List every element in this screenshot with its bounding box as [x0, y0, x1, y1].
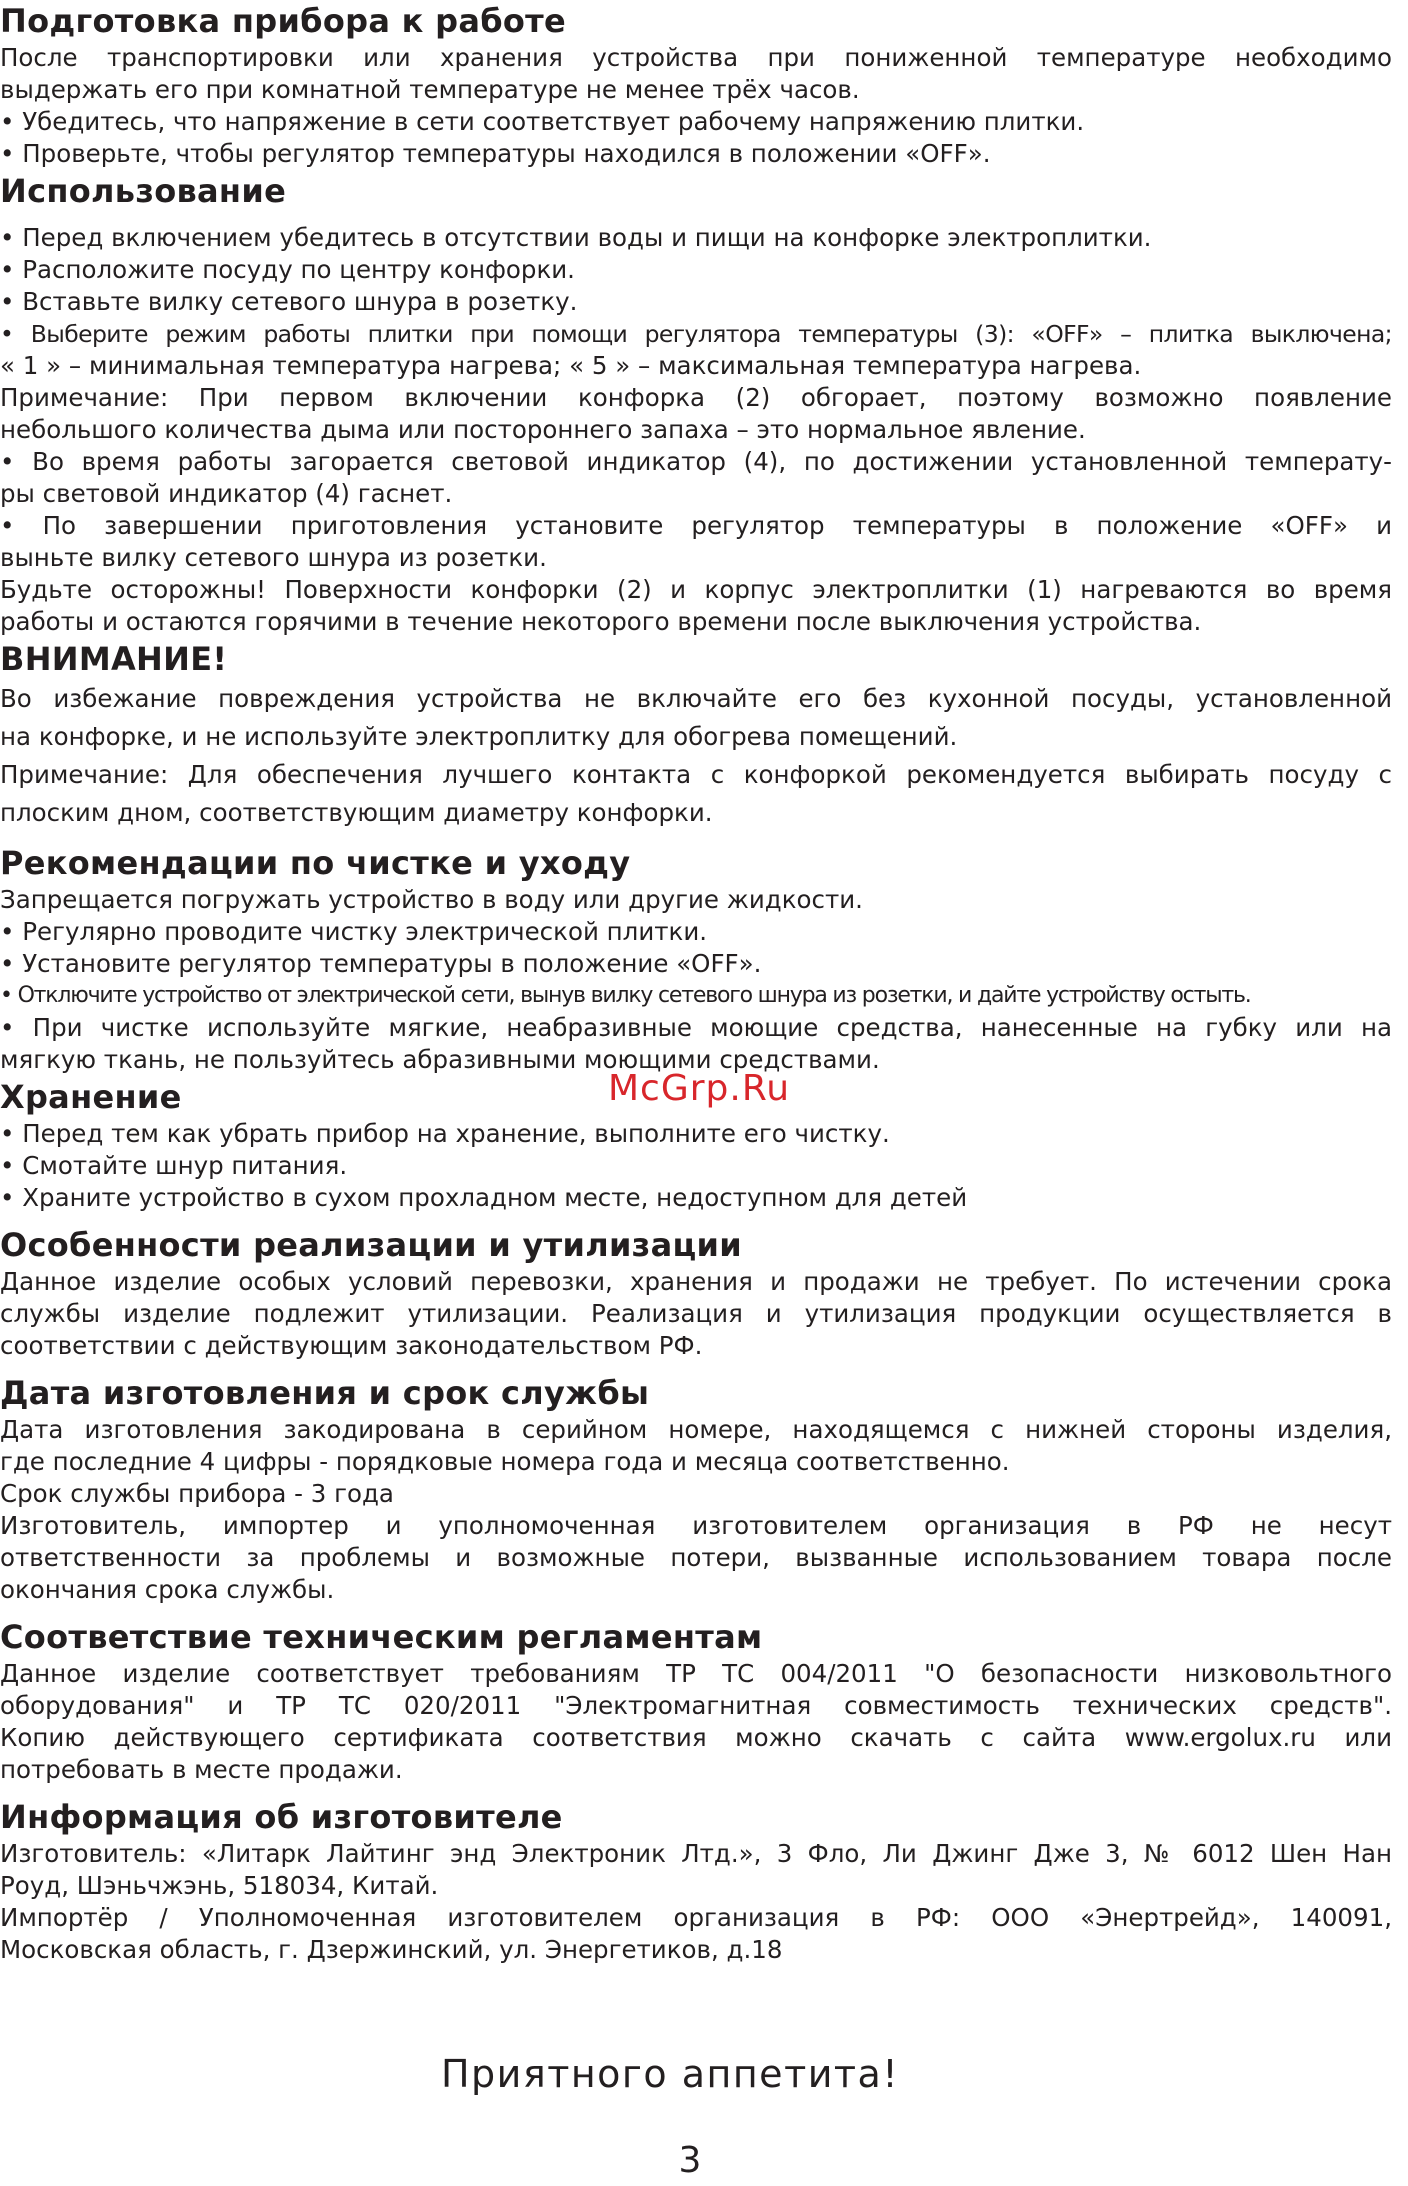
note-line: плоским дном, соответствующим диаметру конфорки. — [0, 798, 713, 827]
text-line: где последние 4 цифры - порядковые номера года и месяца соответственно. — [0, 1447, 1010, 1476]
text-line: Данное изделие соответствует требованиям ТР ТС 004/2011 "О безопасности низковольтного — [0, 1659, 1392, 1688]
bullet-item: • Вставьте вилку сетевого шнура в розетку. — [0, 287, 578, 316]
section-heading: ВНИМАНИЕ! — [0, 640, 228, 678]
section-heading: Рекомендации по чистке и уходу — [0, 844, 631, 882]
text-line: После транспортировки или хранения устройства при пониженной температуре необходимо — [0, 43, 1392, 72]
section-heading: Подготовка прибора к работе — [0, 2, 566, 40]
text-line: Срок службы прибора - 3 года — [0, 1479, 394, 1508]
text-line: потребовать в месте продажи. — [0, 1755, 403, 1784]
text-line: « 1 » – минимальная температура нагрева; « 5 » – максимальная температура нагрева. — [0, 351, 1142, 380]
warning-line: Будьте осторожны! Поверхности конфорки (2) и корпус электроплитки (1) нагреваются во время — [0, 575, 1392, 604]
bullet-item: • При чистке используйте мягкие, неабразивные моющие средства, нанесенные на губку или на — [0, 1013, 1392, 1042]
text-line: Импортёр / Уполномоченная изготовителем организация в РФ: ООО «Энертрейд», 140091, — [0, 1903, 1392, 1932]
bullet-item: • Регулярно проводите чистку электрической плитки. — [0, 917, 708, 946]
section-heading: Дата изготовления и срок службы — [0, 1374, 650, 1412]
section-manufacturer-info — [0, 1796, 1392, 1966]
bullet-item: • Выберите режим работы плитки при помощи регулятора температуры (3): «OFF» – плитка выключена; — [0, 320, 1392, 348]
bullet-item: • Перед тем как убрать прибор на хранение, выполните его чистку. — [0, 1119, 890, 1148]
note-line: Примечание: При первом включении конфорка (2) обгорает, поэтому возможно появление — [0, 383, 1392, 412]
text-line: ответственности за проблемы и возможные потери, вызванные использованием товара после — [0, 1543, 1392, 1572]
section-preparation — [0, 0, 1392, 170]
bullet-item: • Храните устройство в сухом прохладном месте, недоступном для детей — [0, 1183, 968, 1212]
section-disposal — [0, 1224, 1392, 1362]
section-heading: Особенности реализации и утилизации — [0, 1226, 742, 1264]
bullet-item: • Установите регулятор температуры в положение «OFF». — [0, 949, 762, 978]
text-line: оборудования" и ТР ТС 020/2011 "Электромагнитная совместимость технических средств". — [0, 1691, 1392, 1720]
text-line: соответствии с действующим законодательством РФ. — [0, 1331, 703, 1360]
text-line: Изготовитель, импортер и уполномоченная изготовителем организация в РФ не несут — [0, 1511, 1392, 1540]
note-line: небольшого количества дыма или постороннего запаха – это нормальное явление. — [0, 415, 1086, 444]
section-heading: Использование — [0, 172, 287, 210]
text-line: Данное изделие особых условий перевозки, хранения и продажи не требует. По истечении срока — [0, 1267, 1392, 1296]
text-line: мягкую ткань, не пользуйтесь абразивными моющими средствами. — [0, 1045, 880, 1074]
bullet-item: • Перед включением убедитесь в отсутствии воды и пищи на конфорке электроплитки. — [0, 223, 1152, 252]
text-line: Дата изготовления закодирована в серийном номере, находящемся с нижней стороны изделия, — [0, 1415, 1392, 1444]
section-heading: Хранение — [0, 1078, 182, 1116]
bullet-item: • Проверьте, чтобы регулятор температуры находился в положении «OFF». — [0, 139, 991, 168]
text-line: выньте вилку сетевого шнура из розетки. — [0, 543, 547, 572]
text-line: Во избежание повреждения устройства не включайте его без кухонной посуды, установленной — [0, 684, 1392, 713]
section-cleaning — [0, 842, 1392, 1076]
note-line: Примечание: Для обеспечения лучшего контакта с конфоркой рекомендуется выбирать посуду с — [0, 760, 1392, 789]
text-line: Московская область, г. Дзержинский, ул. Энергетиков, д.18 — [0, 1935, 783, 1964]
closing-phrase: Приятного аппетита! — [440, 2052, 900, 2096]
text-line: Изготовитель: «Литарк Лайтинг энд Электроник Лтд.», 3 Фло, Ли Джинг Дже 3, № 6012 Шен Нан — [0, 1839, 1392, 1868]
section-attention — [0, 638, 1392, 832]
text-line: окончания срока службы. — [0, 1575, 335, 1604]
text-line: выдержать его при комнатной температуре не менее трёх часов. — [0, 75, 860, 104]
text-line: Запрещается погружать устройство в воду или другие жидкости. — [0, 885, 863, 914]
bullet-item: • Расположите посуду по центру конфорки. — [0, 255, 575, 284]
section-manufacture-date — [0, 1372, 1392, 1606]
watermark: McGrp.Ru — [608, 1068, 791, 1109]
section-heading: Соответствие техническим регламентам — [0, 1618, 763, 1656]
section-heading: Информация об изготовителе — [0, 1798, 563, 1836]
text-line: службы изделие подлежит утилизации. Реализация и утилизация продукции осуществляется в — [0, 1299, 1392, 1328]
bullet-item: • Во время работы загорается световой индикатор (4), по достижении установленной температу- — [0, 447, 1392, 476]
page-number: 3 — [678, 2140, 702, 2181]
bullet-item: • Отключите устройство от электрической сети, вынув вилку сетевого шнура из розетки, и дайте устройству остыть. — [0, 983, 1251, 1008]
section-usage — [0, 170, 1392, 638]
text-line: Роуд, Шэньчжэнь, 518034, Китай. — [0, 1871, 439, 1900]
text-line: ры световой индикатор (4) гаснет. — [0, 479, 453, 508]
bullet-item: • Убедитесь, что напряжение в сети соответствует рабочему напряжению плитки. — [0, 107, 1085, 136]
bullet-item: • По завершении приготовления установите регулятор температуры в положение «OFF» и — [0, 511, 1392, 540]
text-line: на конфорке, и не используйте электроплитку для обогрева помещений. — [0, 722, 958, 751]
warning-line: работы и остаются горячими в течение некоторого времени после выключения устройства. — [0, 607, 1202, 636]
section-compliance — [0, 1616, 1392, 1786]
bullet-item: • Смотайте шнур питания. — [0, 1151, 348, 1180]
text-line: Копию действующего сертификата соответствия можно скачать с сайта www.ergolux.ru или — [0, 1723, 1392, 1752]
